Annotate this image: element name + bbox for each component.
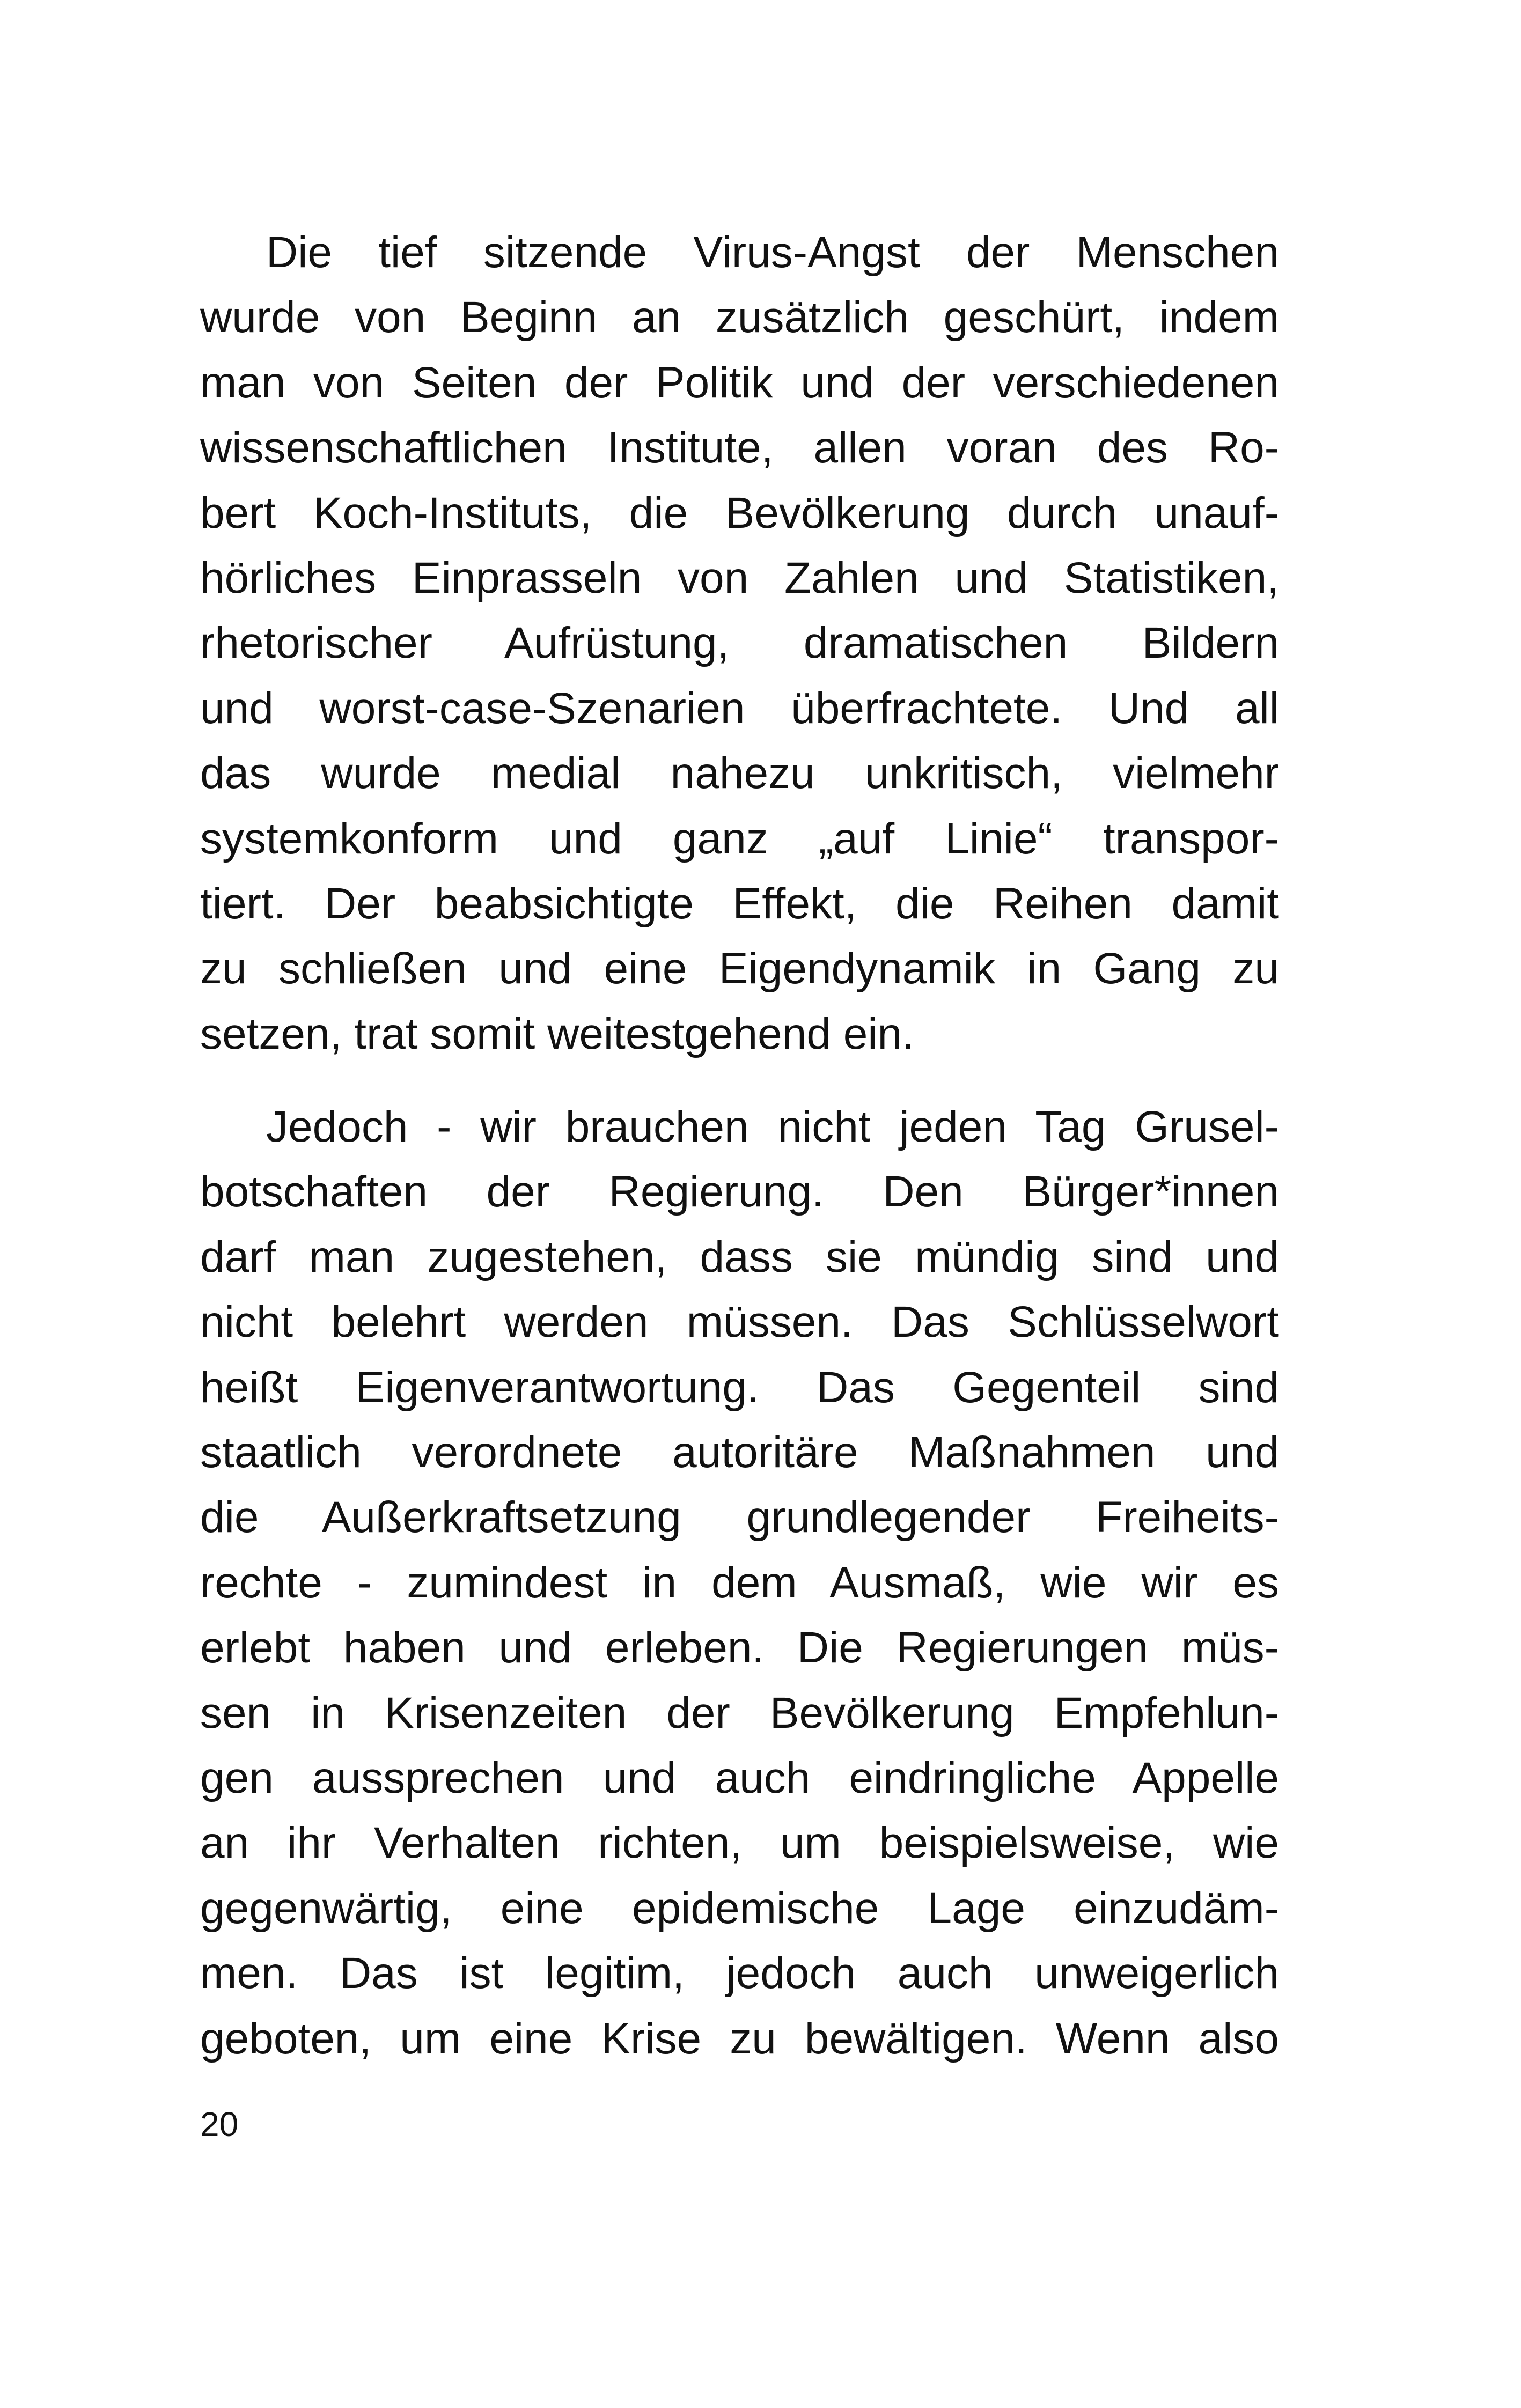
text-line: Die tief sitzende Virus-Angst der Menschen (266, 228, 1279, 277)
paragraph-gap (200, 1066, 1279, 1094)
text-line: sen in Krisenzeiten der Bevölkerung Empfehlun- (200, 1688, 1279, 1737)
text-line: das wurde medial nahezu unkritisch, vielmehr (200, 749, 1279, 798)
text-line: man von Seiten der Politik und der verschiedenen (200, 358, 1279, 407)
text-line: wissenschaftlichen Institute, allen voran des Ro- (200, 423, 1279, 473)
text-line: erlebt haben und erleben. Die Regierungen müs- (200, 1623, 1279, 1673)
text-line: systemkonform und ganz „auf Linie“ transpor- (200, 814, 1279, 863)
text-line: hörliches Einprasseln von Zahlen und Statistiken, (200, 553, 1279, 602)
text-line: rechte - zumindest in dem Ausmaß, wie wir es (200, 1558, 1279, 1607)
page-number: 20 (200, 2105, 239, 2144)
text-line: staatlich verordnete autoritäre Maßnahmen und (200, 1428, 1279, 1477)
text-line: darf man zugestehen, dass sie mündig sind und (200, 1232, 1279, 1282)
text-line: wurde von Beginn an zusätzlich geschürt, indem (200, 293, 1279, 342)
text-line: heißt Eigenverantwortung. Das Gegenteil sind (200, 1363, 1279, 1412)
text-line: setzen, trat somit weitestgehend ein. (200, 1009, 914, 1058)
text-line: zu schließen und eine Eigendynamik in Gang zu (200, 944, 1279, 993)
text-line: die Außerkraftsetzung grundlegender Freiheits- (200, 1493, 1279, 1542)
text-line: Jedoch - wir brauchen nicht jeden Tag Grusel- (266, 1102, 1279, 1152)
text-line: geboten, um eine Krise zu bewältigen. Wenn also (200, 2014, 1279, 2063)
text-line: men. Das ist legitim, jedoch auch unweigerlich (200, 1949, 1279, 1998)
text-line: botschaften der Regierung. Den Bürger*innen (200, 1167, 1279, 1217)
body-text (200, 220, 1279, 2071)
text-line: bert Koch-Instituts, die Bevölkerung durch unauf- (200, 488, 1279, 537)
text-line: gegenwärtig, eine epidemische Lage einzudäm- (200, 1883, 1279, 1933)
text-line: tiert. Der beabsichtigte Effekt, die Reihen damit (200, 879, 1279, 928)
text-line: rhetorischer Aufrüstung, dramatischen Bildern (200, 618, 1279, 668)
text-line: nicht belehrt werden müssen. Das Schlüsselwort (200, 1298, 1279, 1347)
text-line: an ihr Verhalten richten, um beispielsweise, wie (200, 1818, 1279, 1868)
text-line: und worst-case-Szenarien überfrachtete. Und all (200, 683, 1279, 733)
text-line: gen aussprechen und auch eindringliche Appelle (200, 1753, 1279, 1802)
